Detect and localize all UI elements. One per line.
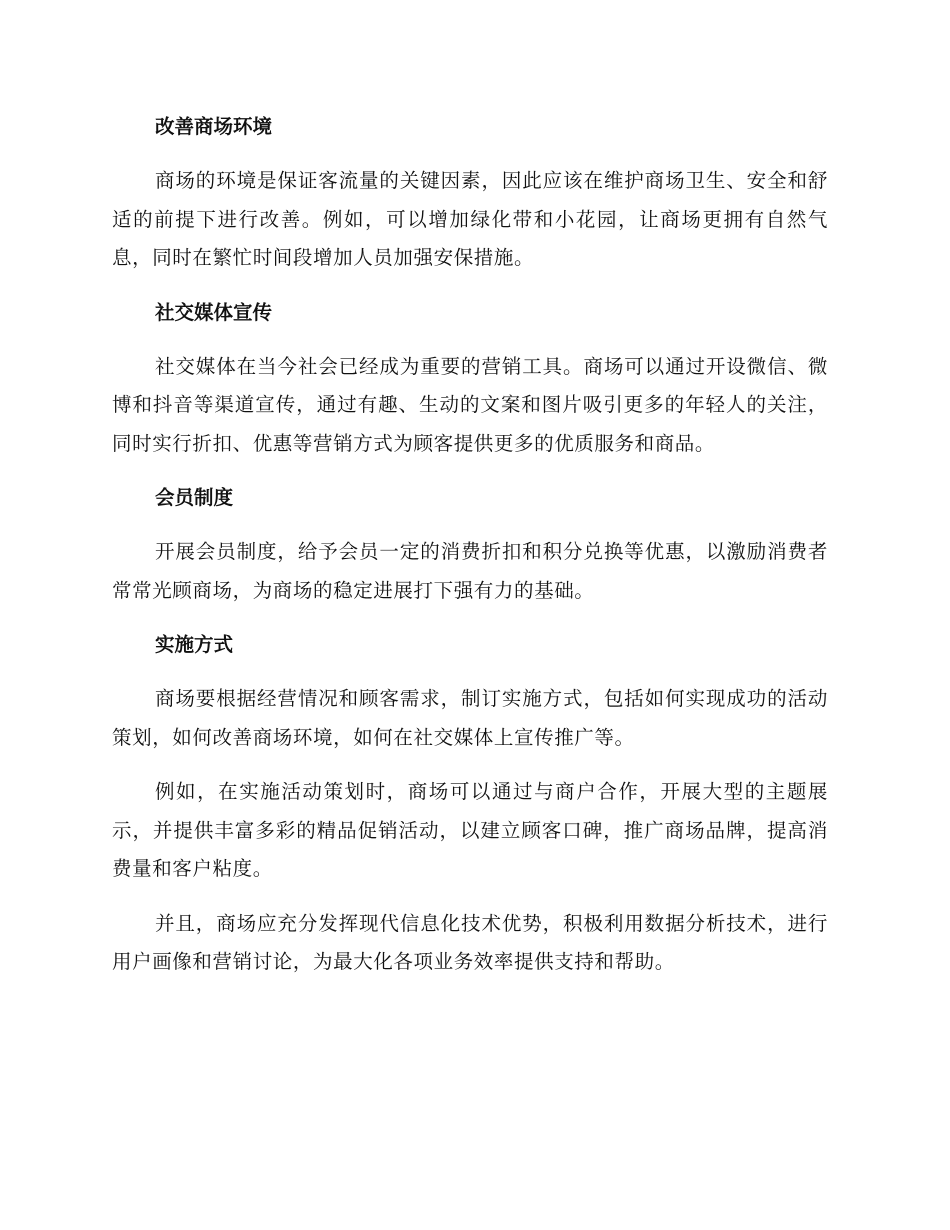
section-paragraph: 开展会员制度，给予会员一定的消费折扣和积分兑换等优惠，以激励消费者常常光顾商场，为商场的稳定进展打下强有力的基础。 <box>112 540 828 602</box>
section-paragraph: 商场的环境是保证客流量的关键因素，因此应该在维护商场卫生、安全和舒适的前提下进行改善。例如，可以增加绿化带和小花园，让商场更拥有自然气息，同时在繁忙时间段增加人员加强安保措施。 <box>112 169 828 269</box>
section-heading-implementation: 实施方式 <box>155 633 234 656</box>
section-paragraph: 并且，商场应充分发挥现代信息化技术优势，积极利用数据分析技术，进行用户画像和营销讨论，为最大化各项业务效率提供支持和帮助。 <box>112 911 828 973</box>
section-heading-environment: 改善商场环境 <box>155 115 273 138</box>
section-heading-membership: 会员制度 <box>155 486 234 509</box>
section-paragraph: 社交媒体在当今社会已经成为重要的营销工具。商场可以通过开设微信、微博和抖音等渠道宣传，通过有趣、生动的文案和图片吸引更多的年轻人的关注，同时实行折扣、优惠等营销方式为顾客提供更多的优质服务和商品。 <box>112 354 828 455</box>
section-paragraph: 商场要根据经营情况和顾客需求，制订实施方式，包括如何实现成功的活动策划，如何改善商场环境，如何在社交媒体上宣传推广等。 <box>112 687 828 749</box>
section-paragraph: 例如，在实施活动策划时，商场可以通过与商户合作，开展大型的主题展示，并提供丰富多彩的精品促销活动，以建立顾客口碑，推广商场品牌，提高消费量和客户粘度。 <box>112 780 828 880</box>
section-heading-social-media: 社交媒体宣传 <box>155 300 273 324</box>
document-page <box>112 108 828 982</box>
